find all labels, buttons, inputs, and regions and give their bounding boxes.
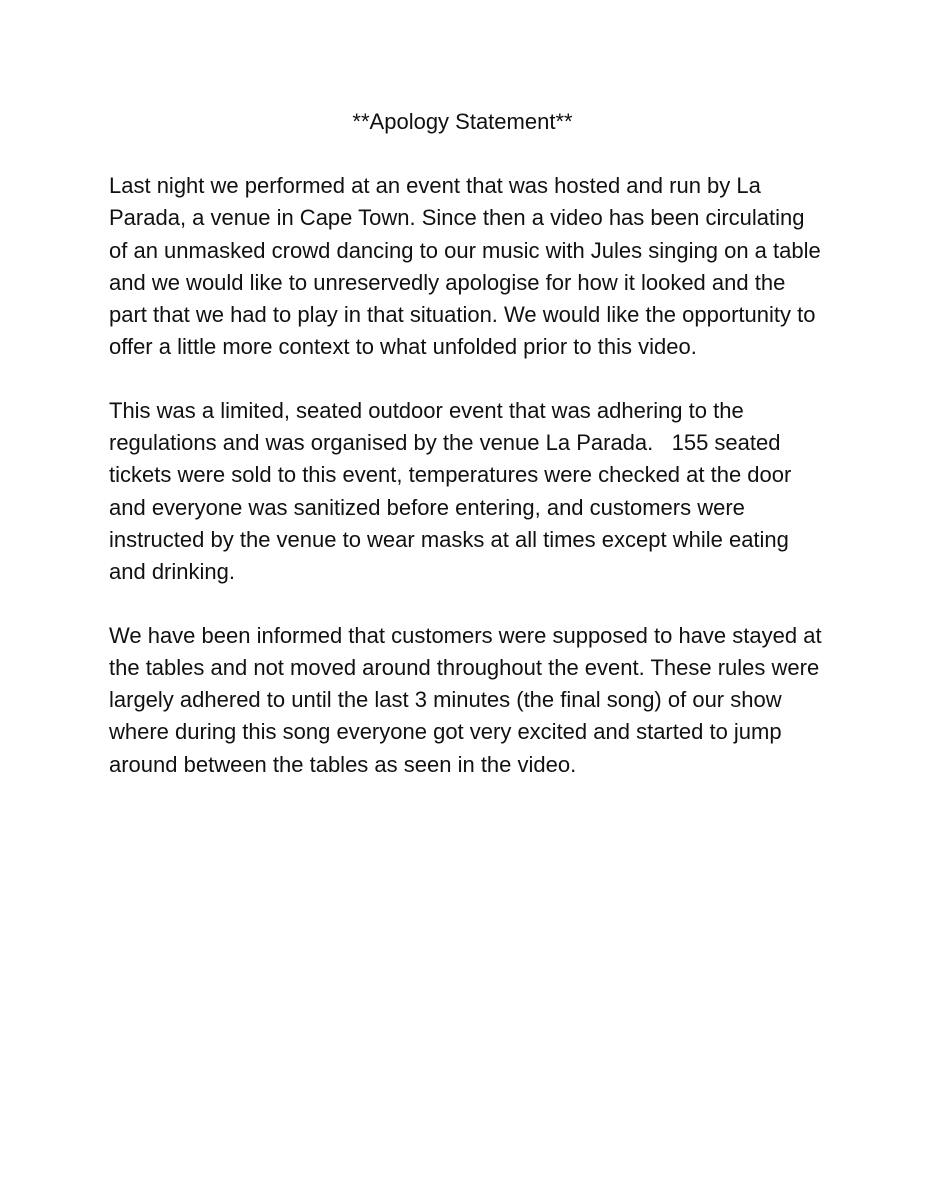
- document-title: **Apology Statement**: [352, 109, 573, 134]
- paragraph-context: Last night we performed at an event that was hosted and run by La Parada, a venue in Cape Town. Since then a video has been circulating of an unmasked crowd dancing to our music with Jules singing on a table and we would like to unreservedly apologise for how it looked and the part that we had to play in that situation. We would like the opportunity to offer a little more context to what unfolded prior to this video.: [109, 173, 827, 360]
- paragraph-event-details: This was a limited, seated outdoor event that was adhering to the regulations and was organised by the venue La Parada. 155 seated tickets were sold to this event, temperatures were checked at the door and everyone was sanitized before entering, and customers were instructed by the venue to wear masks at all times except while eating and drinking.: [109, 397, 798, 585]
- document-body: [109, 170, 828, 812]
- paragraph-final-song: We have been informed that customers were supposed to have stayed at the tables and not moved around throughout the event. These rules were largely adhered to until the last 3 minutes (the final song) of our show where during this song everyone got very excited and started to jump around between the tables as seen in the video.: [109, 622, 828, 777]
